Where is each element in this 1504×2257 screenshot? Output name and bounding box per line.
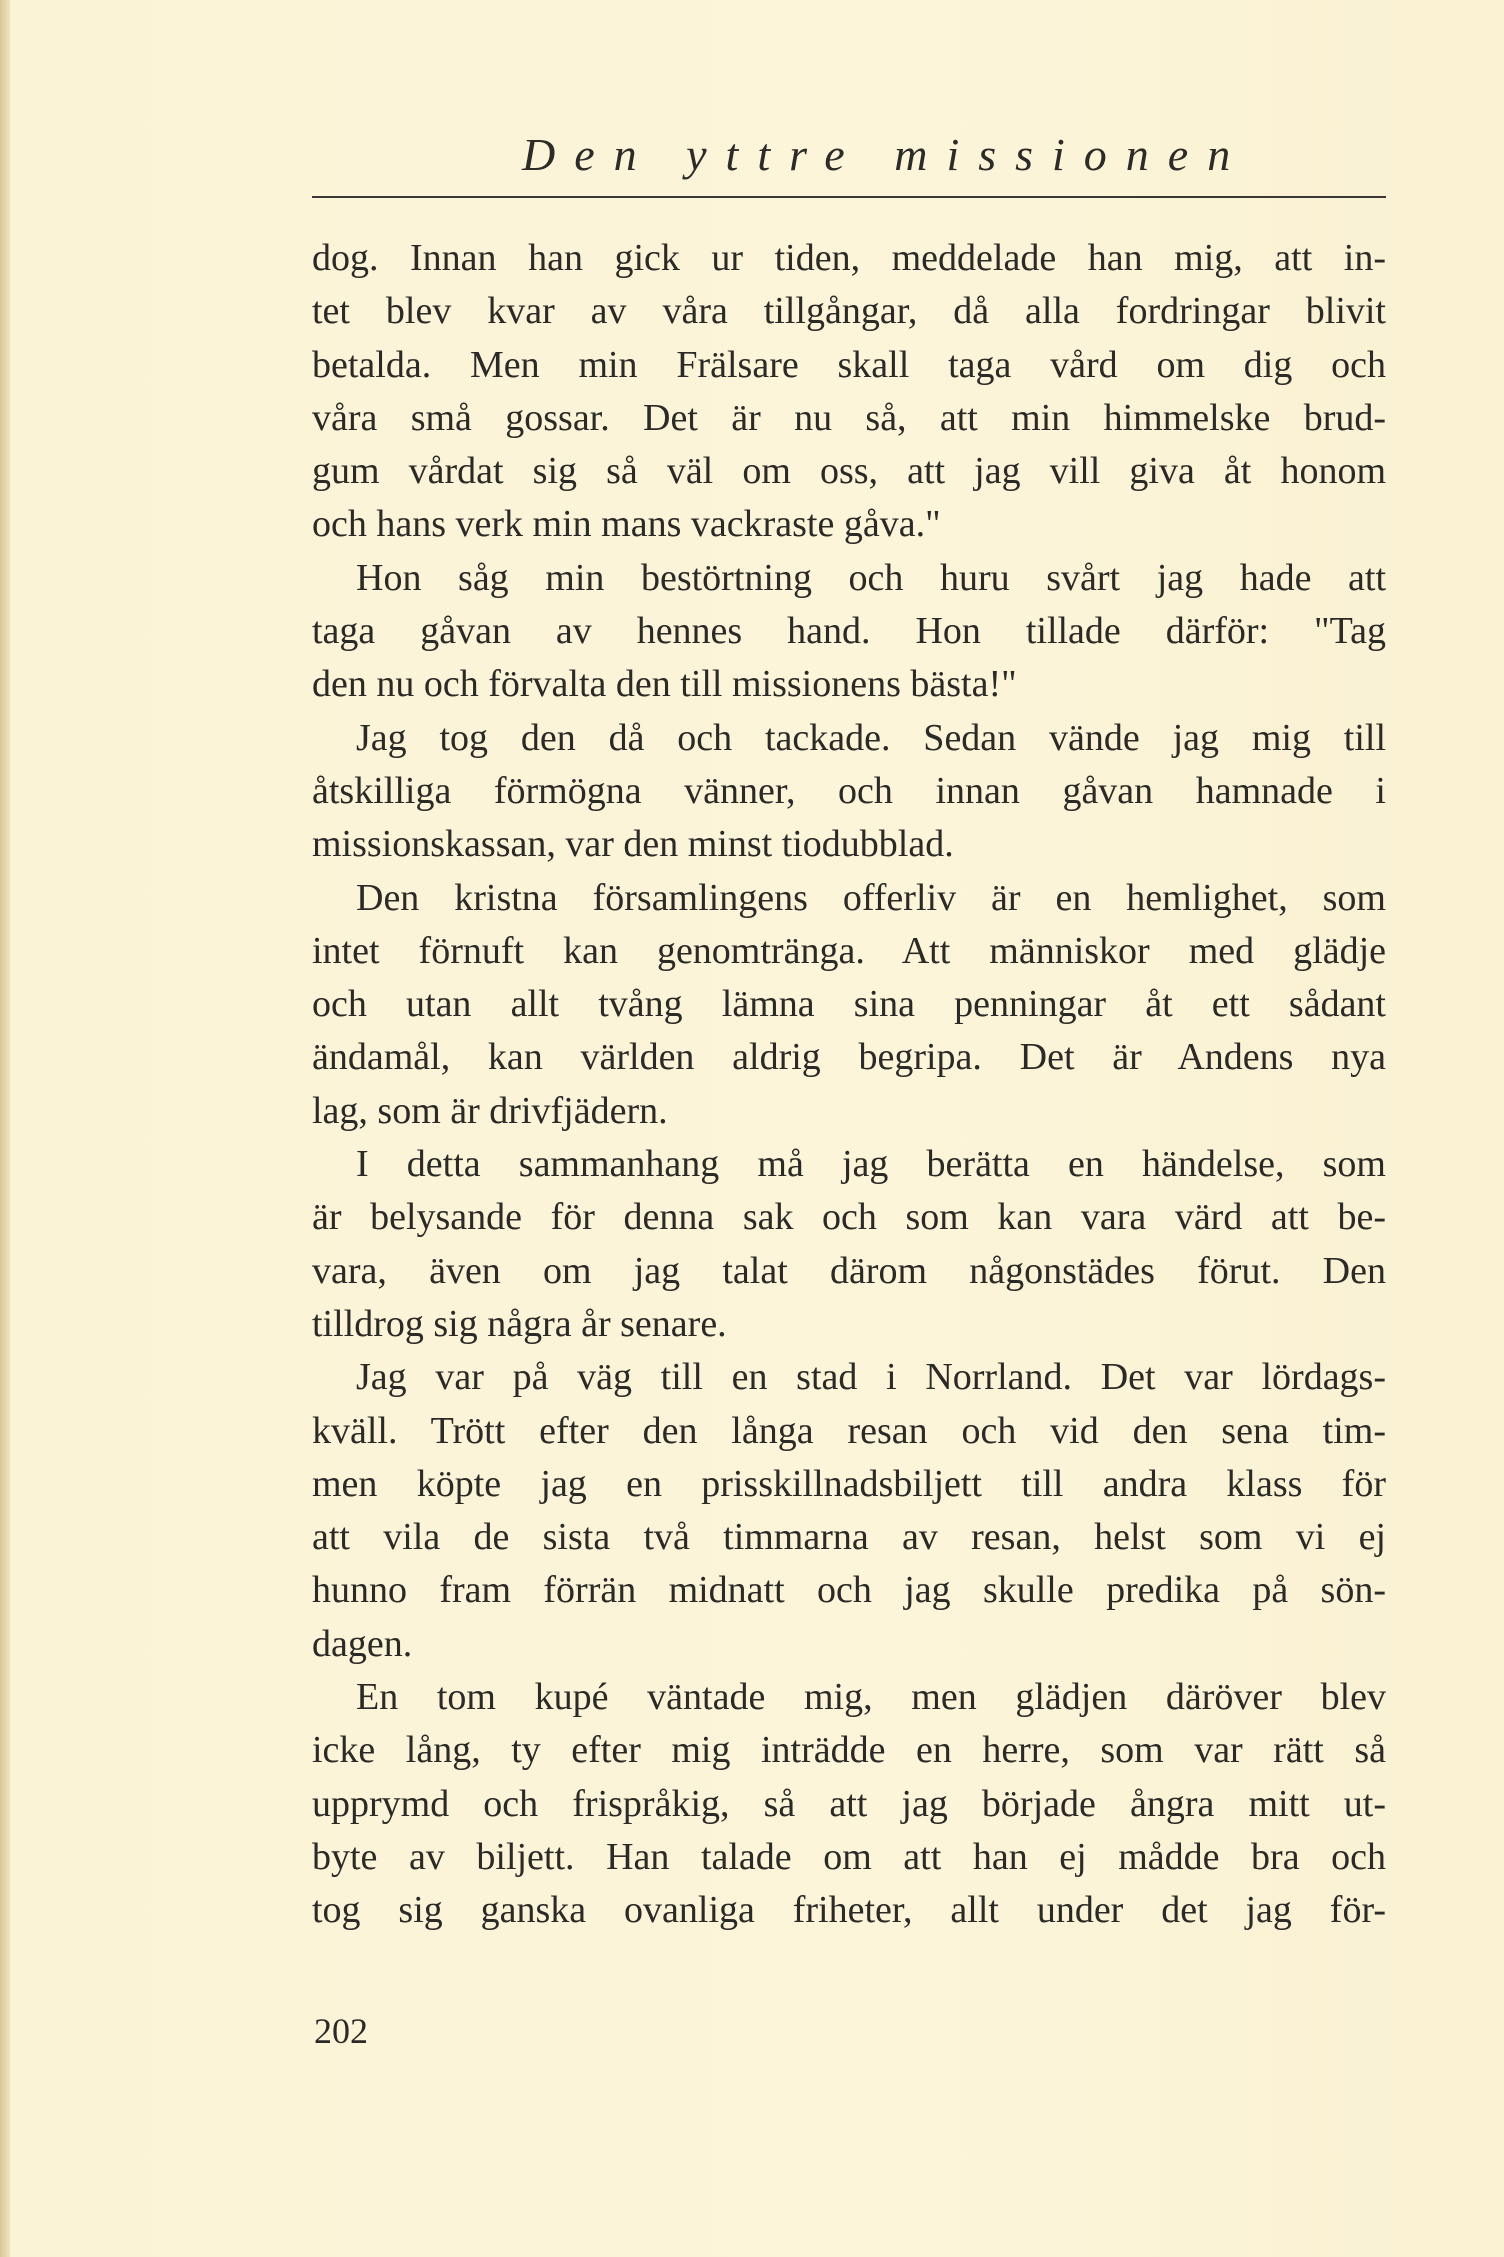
text-line: den nu och förvalta den till missionens bästa!"	[312, 663, 1017, 706]
text-line: lag, som är drivfjädern.	[312, 1089, 668, 1132]
text-line: taga gåvan av hennes hand. Hon tillade därför: "Tag	[312, 610, 1386, 653]
text-line: hunno fram förrän midnatt och jag skulle predika på sön-	[312, 1569, 1386, 1612]
text-line: byte av biljett. Han talade om att han ej mådde bra och	[312, 1835, 1386, 1878]
text-line: En tom kupé väntade mig, men glädjen däröver blev	[356, 1676, 1386, 1719]
text-line: tog sig ganska ovanliga friheter, allt under det jag för-	[312, 1889, 1386, 1932]
text-line: I detta sammanhang må jag berätta en händelse, som	[356, 1143, 1386, 1186]
text-line: åtskilliga förmögna vänner, och innan gåvan hamnade i	[312, 769, 1386, 812]
running-head: Den yttre missionen	[522, 129, 1250, 180]
text-line: Jag var på väg till en stad i Norrland. Det var lördags-	[356, 1356, 1386, 1399]
text-line: kväll. Trött efter den långa resan och vid den sena tim-	[312, 1409, 1386, 1452]
text-line: är belysande för denna sak och som kan vara värd att be-	[312, 1196, 1386, 1239]
text-line: tet blev kvar av våra tillgångar, då alla fordringar blivit	[312, 290, 1386, 333]
text-line: och hans verk min mans vackraste gåva."	[312, 503, 941, 546]
text-line: våra små gossar. Det är nu så, att min himmelske brud-	[312, 396, 1386, 439]
text-line: Jag tog den då och tackade. Sedan vände jag mig till	[356, 716, 1386, 759]
text-line: dog. Innan han gick ur tiden, meddelade han mig, att in-	[312, 237, 1386, 279]
text-line: men köpte jag en prisskillnadsbiljett till andra klass för	[312, 1462, 1386, 1505]
text-line: missionskassan, var den minst tiodubblad.	[312, 823, 954, 866]
text-line: och utan allt tvång lämna sina penningar åt ett sådant	[312, 983, 1386, 1026]
text-line: icke lång, ty efter mig inträdde en herre, som var rätt så	[312, 1729, 1386, 1772]
text-line: Den kristna församlingens offerliv är en hemlighet, som	[356, 876, 1386, 919]
text-line: upprymd och frispråkig, så att jag började ångra mitt ut-	[312, 1782, 1386, 1825]
text-line: intet förnuft kan genomtränga. Att människor med glädje	[312, 929, 1386, 972]
text-line: Hon såg min bestörtning och huru svårt jag hade att	[356, 556, 1386, 599]
text-line: att vila de sista två timmarna av resan, helst som vi ej	[312, 1516, 1386, 1559]
header-rule	[312, 196, 1386, 198]
body-text	[312, 232, 1386, 1938]
text-line: dagen.	[312, 1622, 413, 1665]
text-line: tilldrog sig några år senare.	[312, 1302, 727, 1345]
page-number: 202	[314, 2011, 368, 2051]
text-line: vara, även om jag talat därom någonstädes förut. Den	[312, 1249, 1386, 1292]
text-line: gum vårdat sig så väl om oss, att jag vill giva åt honom	[312, 450, 1386, 493]
page-edge	[0, 0, 10, 2257]
text-line: ändamål, kan världen aldrig begripa. Det är Andens nya	[312, 1036, 1386, 1079]
text-line: betalda. Men min Frälsare skall taga vård om dig och	[312, 343, 1386, 386]
